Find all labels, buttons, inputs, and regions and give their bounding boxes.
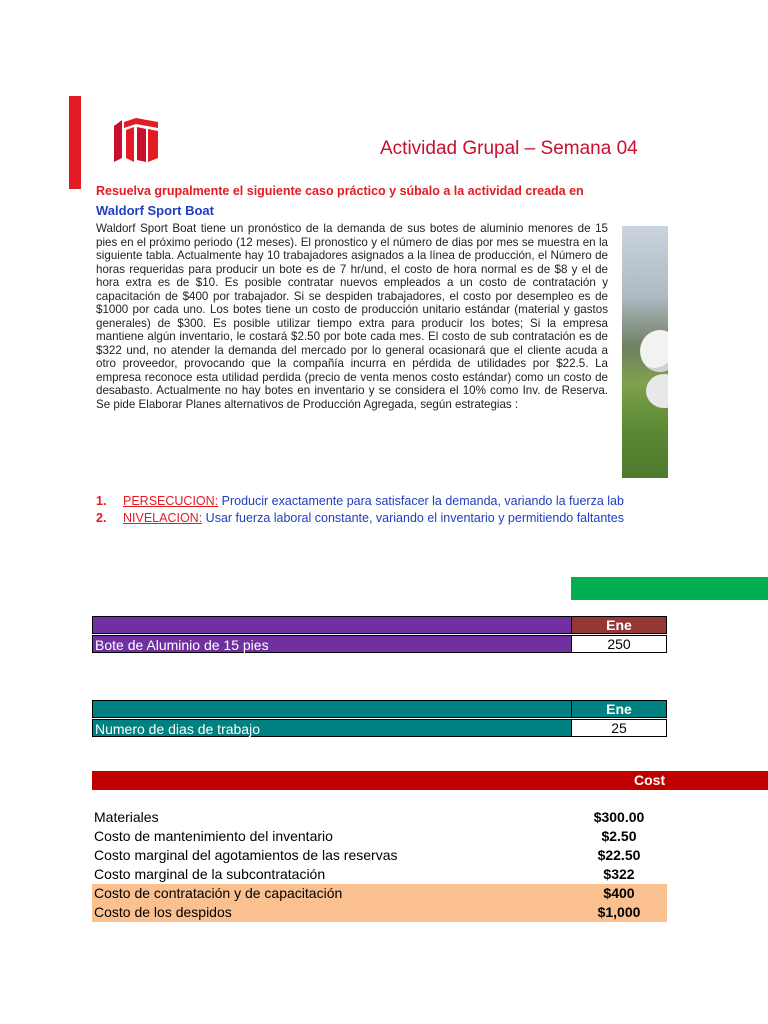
company-name: Waldorf Sport Boat — [96, 203, 214, 218]
accent-bar — [69, 96, 81, 189]
demand-table-header — [92, 616, 667, 634]
cost-amount: $322 — [603, 866, 635, 882]
strategy-key: NIVELACION: — [123, 511, 203, 525]
cost-label: Costo marginal de la subcontratación — [94, 866, 326, 882]
strategy-key: PERSECUCION: — [123, 494, 219, 508]
cost-label: Costo de mantenimiento del inventario — [94, 828, 333, 844]
demand-header-blank — [92, 616, 572, 634]
strategy-1 — [96, 494, 668, 508]
cost-amount: $22.50 — [597, 847, 641, 863]
cost-row — [92, 808, 667, 827]
case-description: Waldorf Sport Boat tiene un pronóstico de la demanda de sus botes de aluminio menores de 15 pies en el próximo periodo (12 meses). El pronostico y el número de dias por mes se muestra en la siguiente tabla. Actualmente hay 10 trabajadores asignados a la línea de producción, el Número de horas requeridas para producir un bote es de 7 hr/und, el costo de hora normal es de $8 y el de hora extra es de $10. Es posible contratar nuevos empleados a un costo de contratación y capacitación de $400 por trabajador. Si se despiden trabajadores, el costo por desempleo es de $1000 por cada uno. Los botes tiene un costo de producción unitario estándar (material y gastos generales) de $300. Es posible utilizar tiempo extra para producir los botes; Si la empresa mantiene algún inventario, le costará $2.50 por bote cada mes. El costo de sub contratación es de $322 und, no atender la demanda del mercado por lo general ocasionará que el cliente acuda a otro proveedor, provocando que la compañía incurra en pérdida de utilidades por $22.5. La empresa reconoce esta utilidad perdida (precio de venta menos costo estándar) como un costo de desabasto. Actualmente no hay botes en inventario y se considera el 10% como Inv. de Reserva. Se pide Elaborar Planes alternativos de Producción Agregada, según estrategias : — [96, 222, 608, 411]
cost-header-bar — [92, 771, 768, 790]
strategy-number: 2. — [96, 511, 107, 525]
cost-label: Costo de los despidos — [94, 904, 232, 920]
days-table-header — [92, 700, 667, 718]
cost-row — [92, 827, 667, 846]
strategy-2 — [96, 511, 668, 525]
cost-amount: $400 — [603, 885, 635, 901]
cost-amount: $2.50 — [601, 828, 637, 844]
cost-row — [92, 865, 667, 884]
days-header-blank — [92, 700, 572, 718]
demand-row-label: Bote de Aluminio de 15 pies — [92, 635, 572, 653]
cost-row-highlighted — [92, 884, 667, 903]
days-row-label: Numero de dias de trabajo — [92, 719, 572, 737]
strategy-desc: Usar fuerza laboral constante, variando el inventario y permitiendo faltantes — [205, 511, 624, 525]
boat-photo — [622, 226, 668, 478]
days-month-header: Ene — [571, 700, 667, 718]
cost-label: Costo marginal del agotamientos de las reservas — [94, 847, 398, 863]
days-value: 25 — [571, 719, 667, 737]
green-header-bar — [571, 577, 768, 600]
cost-label: Materiales — [94, 809, 159, 825]
demand-month-header: Ene — [571, 616, 667, 634]
strategy-number: 1. — [96, 494, 107, 508]
cost-label: Costo de contratación y de capacitación — [94, 885, 343, 901]
days-table-row — [92, 719, 667, 737]
cost-title: Cost — [634, 772, 666, 788]
demand-table-row — [92, 635, 667, 653]
cost-row — [92, 846, 667, 865]
cost-amount: $300.00 — [593, 809, 645, 825]
cost-amount: $1,000 — [597, 904, 641, 920]
cost-row-highlighted — [92, 903, 667, 922]
instruction-text: Resuelva grupalmente el siguiente caso práctico y súbalo a la actividad creada en — [96, 184, 584, 198]
strategy-desc: Producir exactamente para satisfacer la demanda, variando la fuerza lab — [221, 494, 624, 508]
university-logo-icon — [112, 118, 160, 164]
demand-value: 250 — [571, 635, 667, 653]
page-title: Actividad Grupal – Semana 04 — [380, 138, 638, 159]
